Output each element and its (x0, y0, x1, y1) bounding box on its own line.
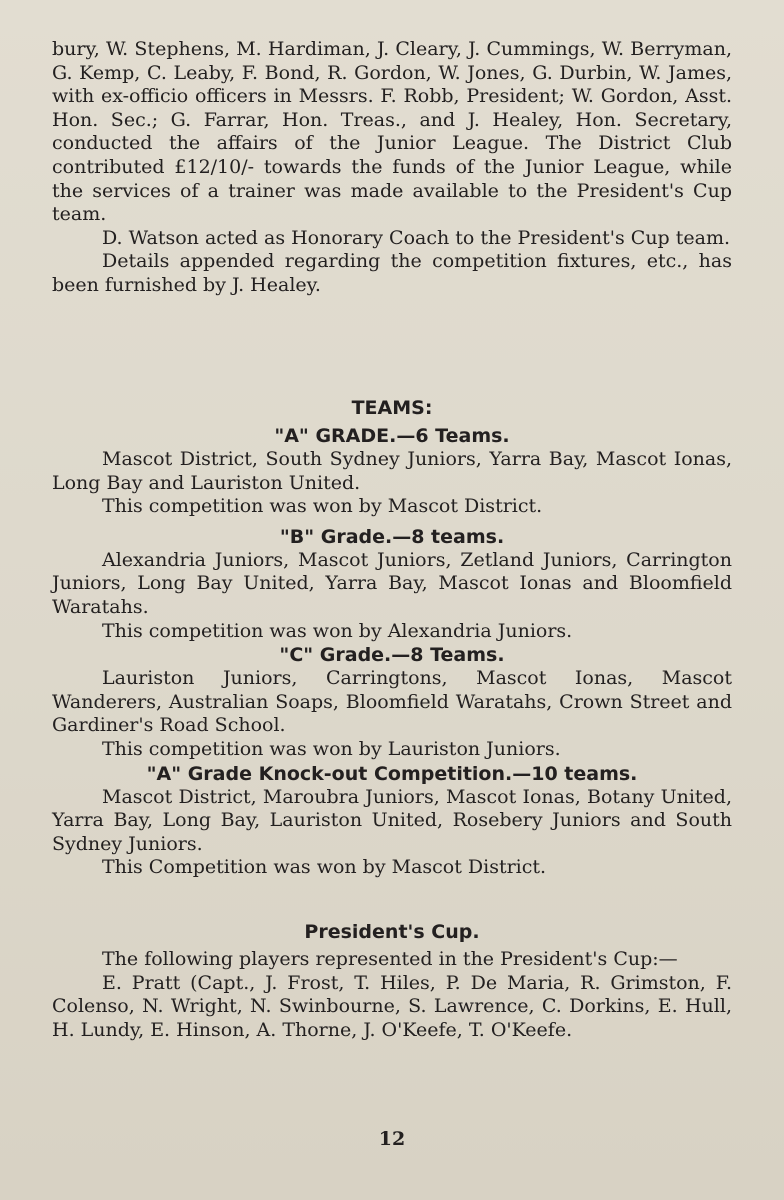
knockout-heading: "A" Grade Knock-out Competition.—10 teams. (146, 762, 638, 785)
teams-section (52, 396, 732, 880)
a-grade-winner: This competition was won by Mascot District. (102, 495, 543, 518)
presidents-cup-heading: President's Cup. (304, 921, 480, 943)
intro-section (52, 38, 732, 298)
presidents-cup-lead: The following players represented in the President's Cup:— (102, 948, 678, 970)
presidents-cup-section (52, 920, 732, 1042)
a-grade-teams: Mascot District, South Sydney Juniors, Yarra Bay, Mascot Ionas, Long Bay and Lauriston United. (52, 448, 732, 494)
presidents-cup-players: E. Pratt (Capt., J. Frost, T. Hiles, P. De Maria, R. Grimston, F. Colenso, N. Wright, N. Swinbourne, S. Lawrence, C. Dorkins, E. Hull, H. Lundy, E. Hinson, A. Thorne, J. O'Keefe, T. O'Keefe. (52, 971, 732, 1041)
c-grade-heading: "C" Grade.—8 Teams. (279, 644, 505, 667)
knockout-teams: Mascot District, Maroubra Juniors, Mascot Ionas, Botany United, Yarra Bay, Long Bay, Lauriston United, Rosebery Juniors and South Sydney Juniors. (52, 785, 732, 855)
page-number: 12 (378, 1128, 406, 1150)
b-grade-teams: Alexandria Juniors, Mascot Juniors, Zetland Juniors, Carrington Juniors, Long Bay United, Yarra Bay, Mascot Ionas and Bloomfield Waratahs. (52, 548, 732, 618)
committee-paragraph: bury, W. Stephens, M. Hardiman, J. Cleary, J. Cummings, W. Berryman, G. Kemp, C. Leaby, F. Bond, R. Gordon, W. Jones, G. Durbin, W. James, with ex-officio officers in Messrs. F. Robb, President; W. Gordon, Asst. Hon. Sec.; G. Farrar, Hon. Treas., and J. Healey, Hon. Secretary, conducted the affairs of the Junior League. The District Club contributed £12/10/- towards the funds of the Junior League, while the services of a trainer was made available to the President's Cup team. (52, 38, 732, 226)
b-grade-heading: "B" Grade.—8 teams. (279, 525, 505, 548)
teams-heading: TEAMS: (351, 397, 433, 419)
b-grade-winner: This competition was won by Alexandria Juniors. (102, 619, 573, 642)
c-grade-winner: This competition was won by Lauriston Juniors. (102, 737, 561, 760)
c-grade-teams: Lauriston Juniors, Carringtons, Mascot Ionas, Mascot Wanderers, Australian Soaps, Bloomfield Waratahs, Crown Street and Gardiner's Road School. (52, 667, 732, 737)
details-paragraph: Details appended regarding the competition fixtures, etc., has been furnished by J. Healey. (52, 250, 732, 296)
a-grade-heading: "A" GRADE.—6 Teams. (274, 425, 510, 447)
knockout-winner: This Competition was won by Mascot District. (102, 856, 547, 879)
coach-paragraph: D. Watson acted as Honorary Coach to the President's Cup team. (102, 226, 731, 249)
